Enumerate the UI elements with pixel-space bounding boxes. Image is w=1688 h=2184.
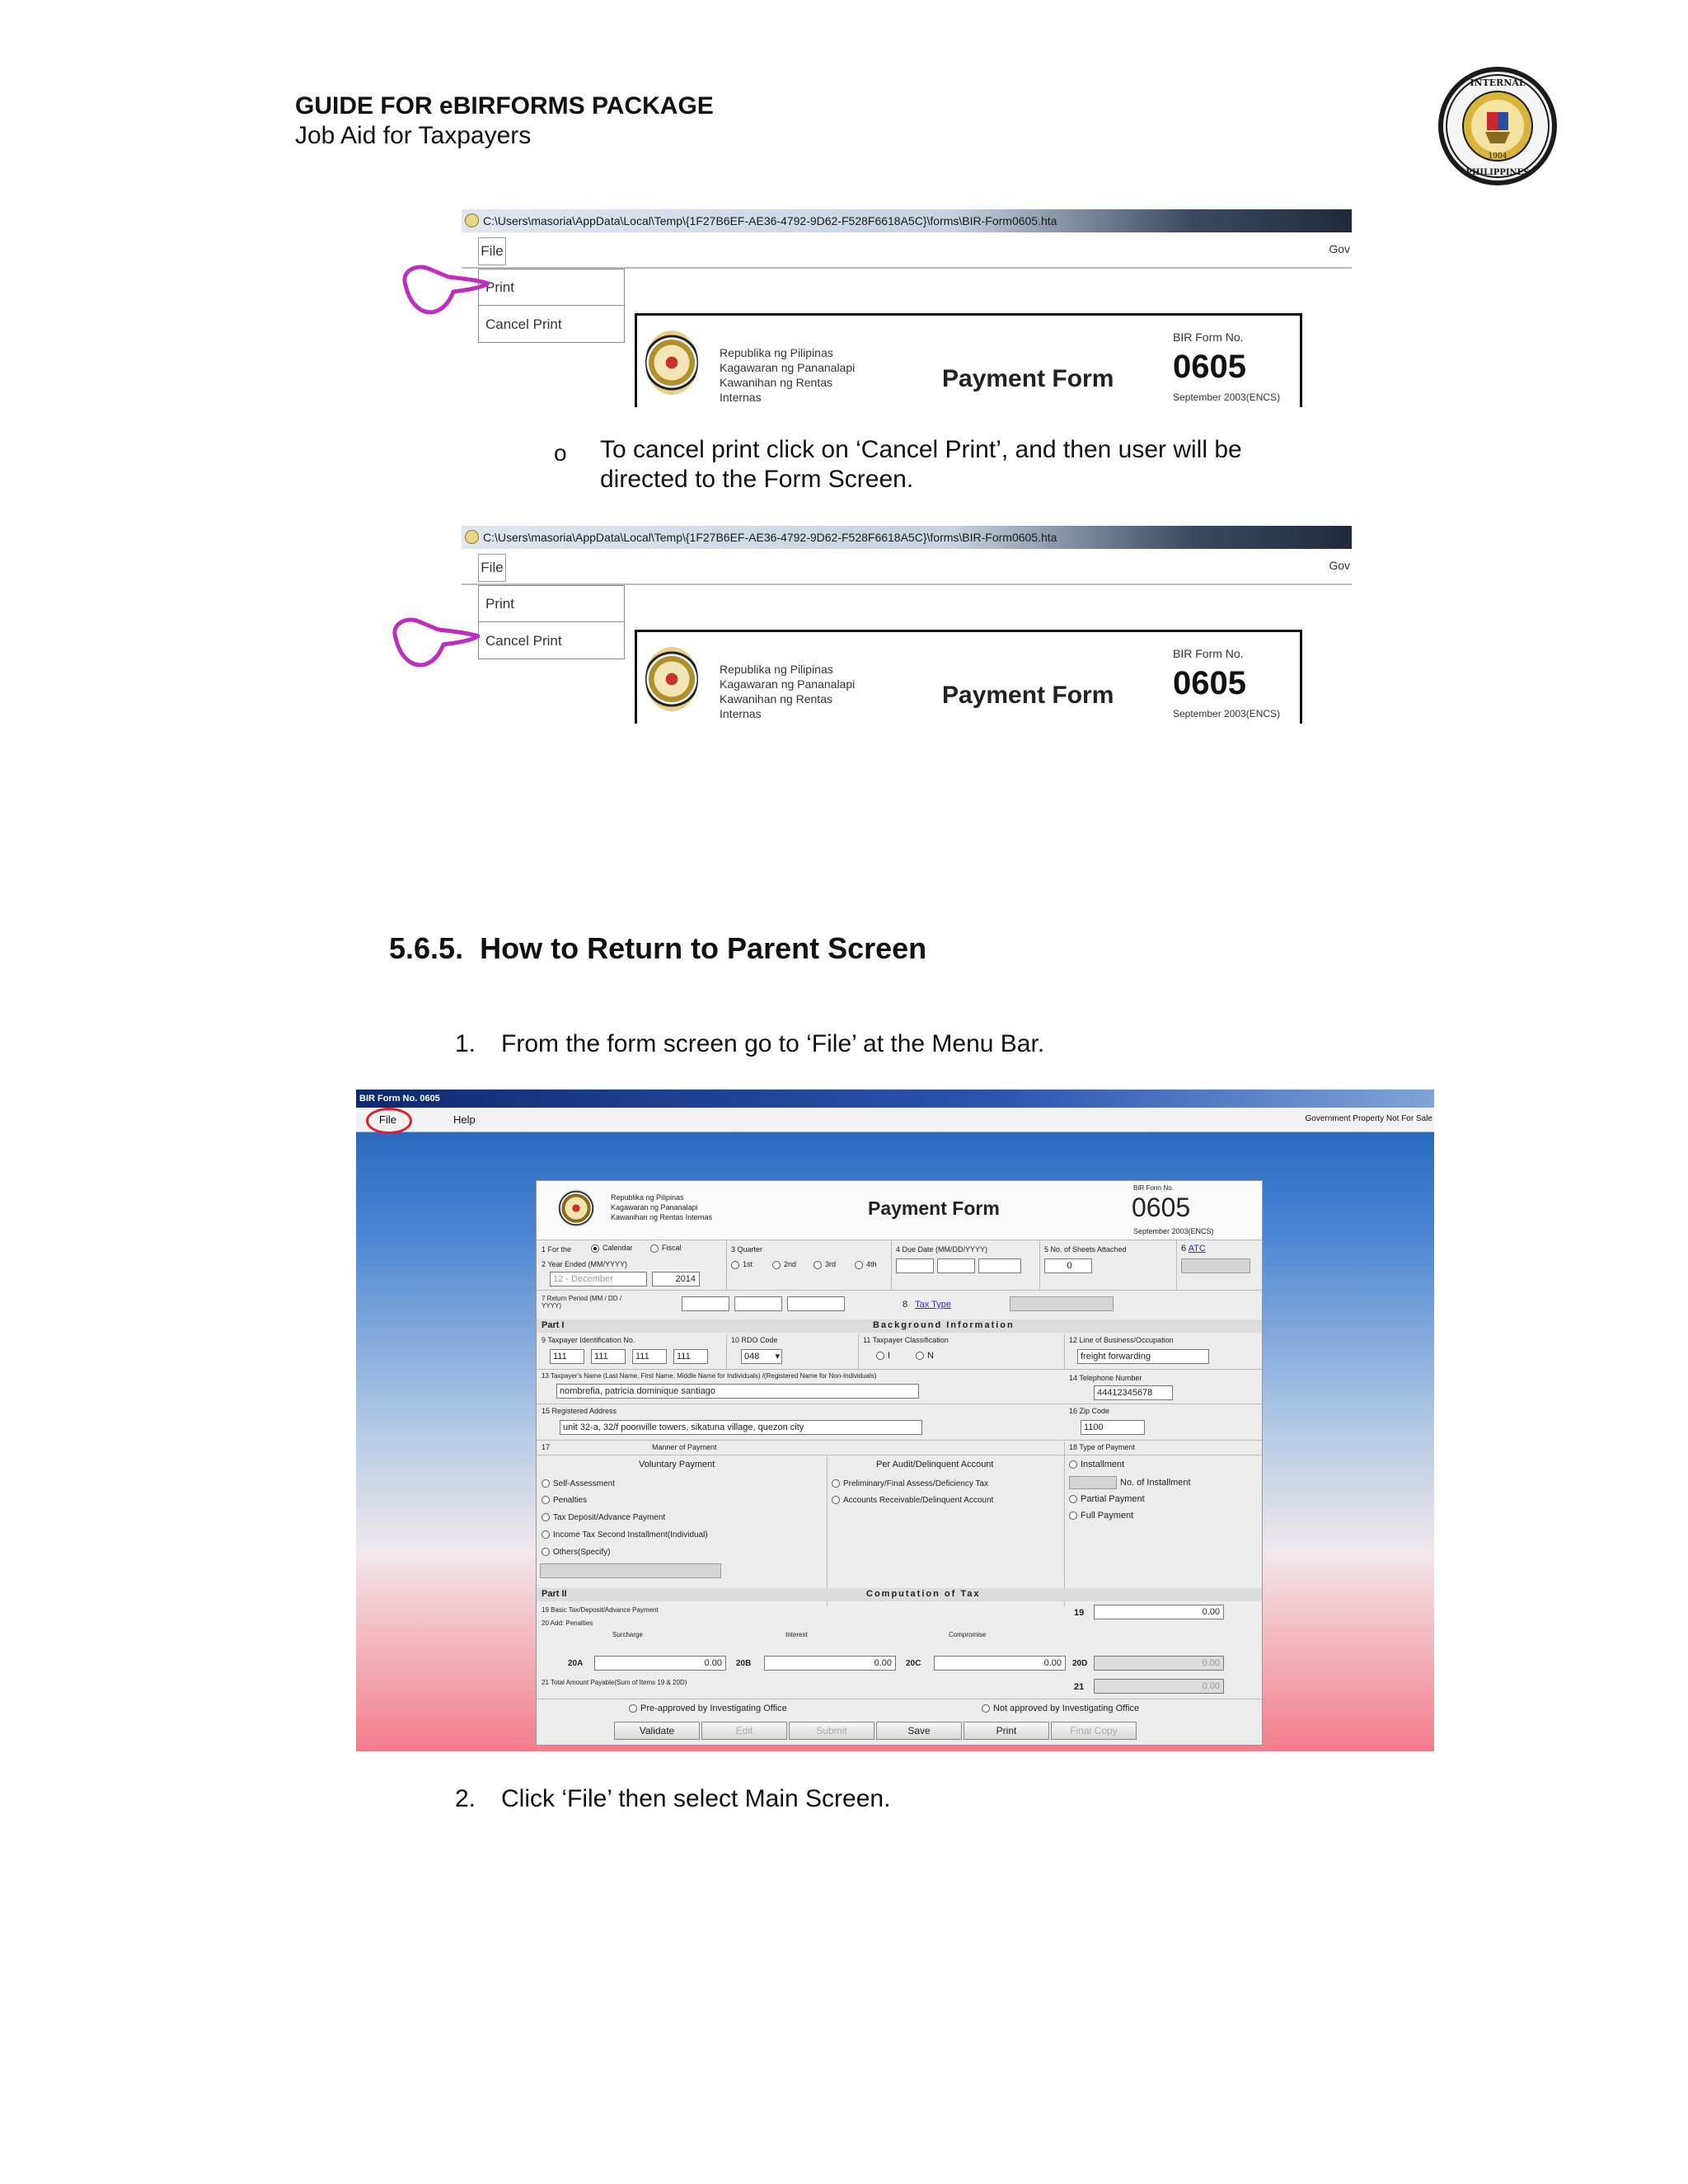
field-8: [903, 1300, 951, 1310]
tin-3[interactable]: 111: [632, 1349, 667, 1364]
ie-icon: [465, 530, 479, 544]
radio-not-approved[interactable]: [982, 1704, 1139, 1713]
zip-input[interactable]: 1100: [1081, 1420, 1145, 1435]
field-11-label: 11 Taxpayer Classification: [863, 1336, 949, 1344]
radio-q1-icon: [731, 1261, 739, 1269]
bir-seal-icon: [645, 647, 698, 711]
bir-seal-icon: [558, 1189, 594, 1227]
menu-bar: [462, 549, 1352, 585]
field-6-label: 6: [1181, 1244, 1187, 1254]
field-7-label: 7 Return Period (MM / DD / YYYY): [542, 1295, 621, 1310]
hand-pointer-icon: [399, 260, 490, 318]
radio-penalties-icon: [542, 1496, 550, 1504]
telephone-input[interactable]: 44412345678: [1094, 1385, 1173, 1400]
radio-not-approved-label: Not approved by Investigating Office: [993, 1704, 1140, 1713]
section-heading: [389, 931, 926, 966]
atc-link[interactable]: ATC: [1188, 1244, 1206, 1254]
radio-full-icon: [1069, 1511, 1077, 1520]
installment-count-field: [1069, 1476, 1117, 1489]
radio-penalties[interactable]: [542, 1496, 587, 1505]
form-header: [537, 1181, 1262, 1240]
radio-fiscal[interactable]: [650, 1244, 682, 1253]
address-input[interactable]: unit 32-a, 32/f poonville towers, sikatuna village, quezon city: [560, 1420, 922, 1435]
interest-label: Interest: [785, 1631, 808, 1638]
screenshot-print-menu: [462, 209, 1352, 407]
compromise-label: Compromise: [949, 1631, 987, 1638]
part-2-bar: [537, 1588, 1262, 1601]
edit-button[interactable]: Edit: [701, 1722, 787, 1740]
rdo-value: 048: [744, 1352, 760, 1361]
field-5-label: 5 No. of Sheets Attached: [1044, 1245, 1127, 1254]
radio-receivable-icon: [832, 1496, 840, 1504]
sheets-input[interactable]: 0: [1044, 1258, 1092, 1273]
radio-fiscal-label: Fiscal: [662, 1244, 682, 1252]
screenshot-cancel-print: [462, 526, 1352, 724]
titlebar-path: C:\Users\masoria\AppData\Local\Temp\{1F27B6EF-AE36-4792-9D62-F528F6618A5C}\forms\BIR-Form0605.hta: [483, 214, 1057, 227]
form-date: September 2003(ENCS): [1133, 1227, 1214, 1235]
final-copy-button[interactable]: Final Copy: [1051, 1722, 1137, 1740]
field-4-label: 4 Due Date (MM/DD/YYYY): [896, 1245, 988, 1254]
part-1-bar: [537, 1319, 1262, 1333]
part-1-label: Part I: [542, 1320, 565, 1330]
radio-q2[interactable]: [772, 1260, 796, 1269]
radio-receivable[interactable]: [832, 1496, 993, 1505]
radio-tax-deposit[interactable]: [542, 1513, 665, 1522]
screenshot-payment-form: [356, 1090, 1434, 1751]
basic-tax-input[interactable]: 0.00: [1094, 1605, 1224, 1619]
menu-file[interactable]: File: [478, 554, 506, 582]
radio-calendar-icon: [591, 1244, 599, 1253]
menu-item-cancel-print[interactable]: Cancel Print: [485, 316, 562, 332]
field-13-label: 13 Taxpayer's Name (Last Name, First Name, Middle Name for Individuals) /(Registered Name for Non-Individuals): [542, 1372, 877, 1380]
window-titlebar: [462, 209, 1352, 232]
form-header: [635, 313, 1302, 407]
due-date-mm[interactable]: [896, 1258, 934, 1273]
svg-text:INTERNAL: INTERNAL: [1470, 77, 1526, 88]
radio-q4-icon: [855, 1261, 863, 1269]
radio-others-icon: [542, 1548, 550, 1556]
section-title: How to Return to Parent Screen: [480, 931, 927, 965]
form-agency: Republika ng Pilipinas Kagawaran ng Pananalapi Kawanihan ng Rentas Internas: [611, 1193, 713, 1221]
radio-penalties-label: Penalties: [553, 1496, 588, 1505]
penalties-total-field: 0.00: [1094, 1656, 1224, 1671]
audit-account-label: Per Audit/Delinquent Account: [876, 1460, 994, 1469]
menu-right-text: Gov: [1329, 559, 1350, 572]
radio-deposit-label: Tax Deposit/Advance Payment: [553, 1513, 666, 1522]
menu-file[interactable]: File: [478, 237, 506, 265]
radio-pre-approved-label: Pre-approved by Investigating Office: [640, 1704, 787, 1713]
step-text: From the form screen go to ‘File’ at the Menu Bar.: [501, 1030, 1045, 1057]
radio-q4-label: 4th: [866, 1260, 877, 1268]
radio-self-label: Self-Assessment: [553, 1479, 616, 1488]
hand-pointer-icon: [389, 613, 480, 671]
validate-button[interactable]: Validate: [614, 1722, 700, 1740]
radio-installment[interactable]: [1069, 1460, 1124, 1469]
field-20-label: 20 Add: Penalties: [542, 1619, 593, 1627]
field-12-label: 12 Line of Business/Occupation: [1069, 1336, 1174, 1344]
field-1-label: 1 For the: [542, 1245, 572, 1254]
taxpayer-name-input[interactable]: nombrefia, patricia dominique santiago: [556, 1384, 919, 1399]
window-title: BIR Form No. 0605: [356, 1090, 1434, 1108]
radio-second-icon: [542, 1530, 550, 1539]
year-input[interactable]: 2014: [652, 1272, 700, 1286]
menu-item-print[interactable]: Print: [479, 269, 624, 306]
radio-partial[interactable]: [1069, 1494, 1145, 1504]
field-21-label: 21 Total Amount Payable(Sum of Items 19 & 20D): [542, 1679, 687, 1686]
radio-second-label: Income Tax Second Installment(Individual): [553, 1530, 708, 1540]
radio-self-assessment[interactable]: [542, 1479, 615, 1488]
menu-bar: [462, 232, 1352, 269]
bir-seal-logo: [1436, 64, 1559, 188]
field-6: [1181, 1244, 1206, 1254]
tin-2[interactable]: 111: [591, 1349, 626, 1364]
form-date: September 2003(ENCS): [1173, 708, 1281, 719]
return-period-dd[interactable]: [734, 1296, 782, 1311]
surcharge-label: Surcharge: [612, 1631, 643, 1638]
radio-q3-icon: [814, 1261, 822, 1269]
radio-q3[interactable]: [814, 1260, 836, 1269]
part-2-label: Part II: [542, 1589, 567, 1599]
radio-calendar[interactable]: [591, 1244, 633, 1253]
bir-seal-icon: [645, 330, 698, 395]
part-1-title: Background Information: [873, 1320, 1015, 1330]
return-period-yyyy[interactable]: [787, 1296, 845, 1311]
radio-class-n-label: N: [927, 1351, 934, 1361]
window-titlebar: [462, 526, 1352, 549]
rdo-select[interactable]: [741, 1349, 782, 1364]
form-title: Payment Form: [942, 365, 1114, 392]
submit-button[interactable]: Submit: [789, 1722, 874, 1740]
compromise-input[interactable]: 0.00: [934, 1656, 1066, 1671]
payment-form: [536, 1180, 1263, 1746]
field-21-number: 21: [1074, 1682, 1085, 1692]
chevron-down-icon: ▾: [775, 1352, 780, 1361]
radio-receivable-label: Accounts Receivable/Delinquent Account: [843, 1496, 994, 1505]
radio-q1-label: 1st: [743, 1260, 753, 1268]
radio-preliminary[interactable]: [832, 1479, 988, 1488]
field-19-number: 19: [1074, 1608, 1085, 1618]
radio-others[interactable]: [542, 1548, 610, 1557]
others-specify-field: [540, 1563, 721, 1578]
tax-type-field: [1010, 1296, 1114, 1311]
svg-text:1904: 1904: [1488, 152, 1507, 161]
menu-bar: [356, 1108, 1434, 1132]
radio-pre-approved-icon: [629, 1704, 637, 1713]
field-9-label: 9 Taxpayer Identification No.: [542, 1336, 635, 1344]
menu-item-print[interactable]: Print: [479, 586, 624, 622]
field-2-label: 2 Year Ended (MM/YYYY): [542, 1260, 628, 1268]
form-date: September 2003(ENCS): [1173, 391, 1281, 403]
tin-1[interactable]: 111: [550, 1349, 584, 1364]
form-number: 0605: [1173, 665, 1246, 701]
field-20d-label: 20D: [1072, 1659, 1088, 1668]
radio-others-label: Others(Specify): [553, 1548, 611, 1557]
radio-prelim-icon: [832, 1479, 840, 1488]
radio-class-n-icon: [916, 1352, 924, 1360]
form-agency: Republika ng Pilipinas Kagawaran ng Pananalapi Kawanihan ng Rentas Internas: [720, 346, 856, 404]
form-number: 0605: [1132, 1193, 1191, 1222]
field-10-label: 10 RDO Code: [731, 1336, 778, 1344]
surcharge-input[interactable]: 0.00: [594, 1656, 726, 1671]
field-14-label: 14 Telephone Number: [1069, 1374, 1142, 1382]
form-header: [635, 630, 1302, 724]
interest-input[interactable]: 0.00: [764, 1656, 896, 1671]
step-number: 2.: [455, 1785, 476, 1812]
field-17-label: 17: [542, 1443, 551, 1451]
radio-pre-approved[interactable]: [629, 1704, 787, 1713]
form-agency: Republika ng Pilipinas Kagawaran ng Pananalapi Kawanihan ng Rentas Internas: [720, 663, 856, 720]
menu-item-cancel-print[interactable]: Cancel Print: [485, 633, 562, 649]
field-20a-label: 20A: [568, 1659, 584, 1668]
bullet-marker: o: [554, 440, 567, 466]
menu-right-text: Government Property Not For Sale: [1305, 1114, 1432, 1123]
radio-q1[interactable]: [731, 1260, 753, 1269]
business-input[interactable]: freight forwarding: [1077, 1349, 1209, 1364]
menu-file[interactable]: File: [379, 1113, 396, 1126]
radio-q3-label: 3rd: [825, 1260, 837, 1268]
manner-of-payment-label: Manner of Payment: [652, 1443, 717, 1451]
ie-icon: [465, 213, 479, 227]
radio-partial-icon: [1069, 1495, 1077, 1503]
total-amount-field: 0.00: [1094, 1679, 1224, 1694]
radio-self-icon: [542, 1479, 550, 1488]
section-number: 5.6.5.: [389, 931, 464, 965]
step-text: Click ‘File’ then select Main Screen.: [501, 1785, 891, 1812]
radio-q2-label: 2nd: [784, 1260, 797, 1268]
radio-partial-label: Partial Payment: [1081, 1494, 1145, 1504]
radio-class-i[interactable]: [876, 1351, 890, 1361]
field-20c-label: 20C: [906, 1659, 921, 1668]
field-16-label: 16 Zip Code: [1069, 1407, 1110, 1415]
radio-deposit-icon: [542, 1513, 550, 1521]
radio-class-i-label: I: [888, 1351, 891, 1361]
form-title: Payment Form: [868, 1197, 1000, 1219]
form-title: Payment Form: [942, 682, 1114, 709]
file-dropdown: [478, 585, 625, 659]
radio-q2-icon: [772, 1261, 781, 1269]
radio-fiscal-icon: [650, 1244, 659, 1253]
field-15-label: 15 Registered Address: [542, 1407, 617, 1415]
form-number-label: BIR Form No.: [1173, 647, 1244, 660]
field-3-label: 3 Quarter: [731, 1245, 763, 1254]
field-8-label: 8: [903, 1300, 908, 1310]
atc-field: [1181, 1258, 1250, 1273]
titlebar-path: C:\Users\masoria\AppData\Local\Temp\{1F27B6EF-AE36-4792-9D62-F528F6618A5C}\forms\BIR-Form0605.hta: [483, 531, 1057, 544]
document-subtitle: Job Aid for Taxpayers: [295, 122, 532, 149]
radio-prelim-label: Preliminary/Final Assess/Deficiency Tax: [843, 1479, 988, 1488]
bullet-text: To cancel print click on ‘Cancel Print’, and then user will be directed to the Form Screen.: [600, 436, 1242, 493]
menu-right-text: Gov: [1329, 242, 1350, 255]
menu-help[interactable]: Help: [453, 1113, 476, 1126]
field-18-label: 18 Type of Payment: [1069, 1443, 1135, 1451]
form-number-label: BIR Form No.: [1133, 1184, 1174, 1192]
tax-type-link[interactable]: Tax Type: [915, 1300, 951, 1310]
radio-class-i-icon: [876, 1352, 884, 1360]
field-19-label: 19 Basic Tax/Deposit/Advance Payment: [542, 1606, 659, 1614]
field-20b-label: 20B: [736, 1659, 752, 1668]
radio-full[interactable]: [1069, 1511, 1133, 1521]
due-date-dd[interactable]: [937, 1258, 975, 1273]
month-select[interactable]: 12 - December: [550, 1272, 647, 1286]
voluntary-payment-label: Voluntary Payment: [639, 1460, 715, 1469]
print-button[interactable]: Print: [964, 1722, 1049, 1740]
radio-full-label: Full Payment: [1081, 1511, 1134, 1521]
radio-class-n[interactable]: [916, 1351, 934, 1361]
radio-not-approved-icon: [982, 1704, 990, 1713]
radio-q4[interactable]: [855, 1260, 877, 1269]
radio-installment-label: Installment: [1081, 1460, 1125, 1469]
return-period-mm[interactable]: [682, 1296, 729, 1311]
radio-calendar-label: Calendar: [603, 1244, 633, 1252]
save-button[interactable]: Save: [876, 1722, 962, 1740]
form-number-label: BIR Form No.: [1173, 330, 1244, 344]
file-dropdown: [478, 269, 625, 343]
due-date-yyyy[interactable]: [978, 1258, 1021, 1273]
radio-installment-icon: [1069, 1460, 1077, 1469]
tin-4[interactable]: 111: [673, 1349, 708, 1364]
document-title: GUIDE FOR eBIRFORMS PACKAGE: [295, 92, 714, 120]
part-2-title: Computation of Tax: [866, 1589, 981, 1599]
step-number: 1.: [455, 1030, 476, 1057]
radio-second-installment[interactable]: [542, 1530, 708, 1540]
svg-text:PHILIPPINES: PHILIPPINES: [1465, 168, 1530, 177]
form-number: 0605: [1173, 349, 1246, 385]
no-installment-label: No. of Installment: [1120, 1478, 1191, 1488]
